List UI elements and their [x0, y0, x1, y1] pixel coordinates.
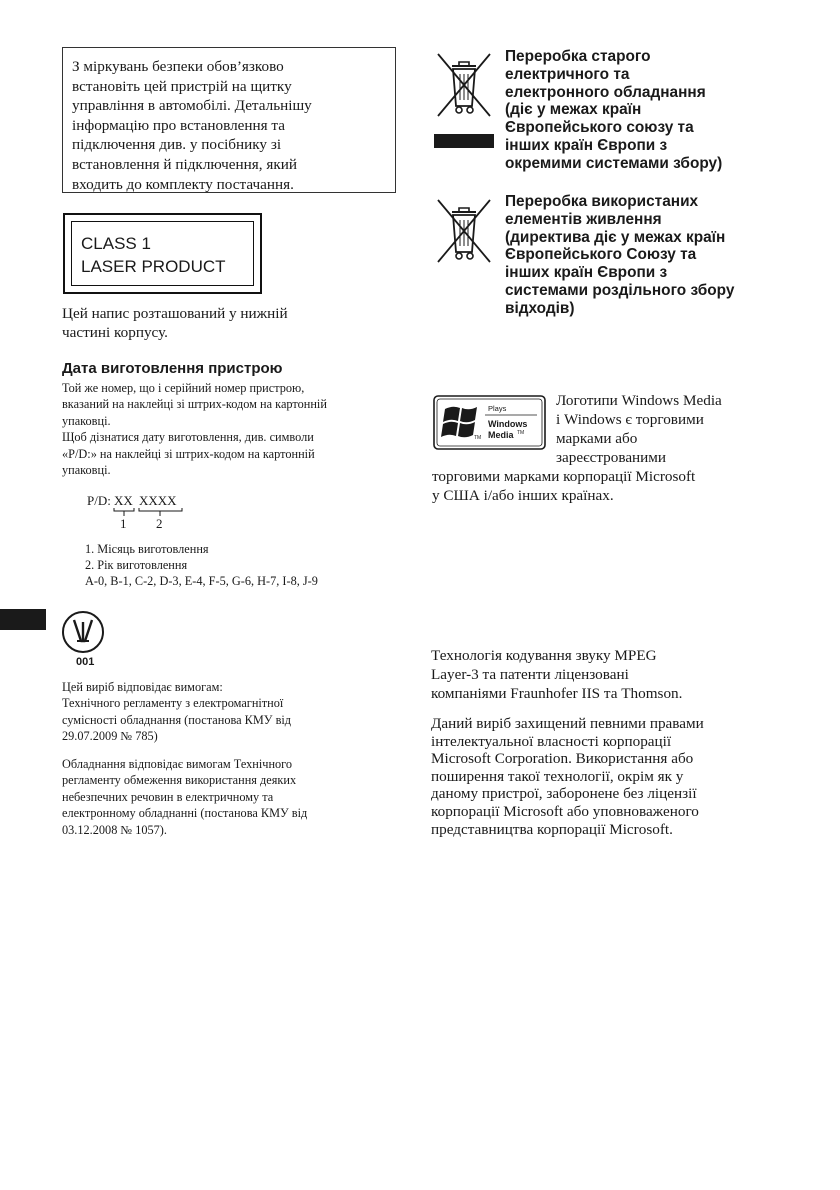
- ms-line: поширення такої технології, окрім як у: [431, 767, 684, 785]
- safety-notice-box: [62, 47, 396, 193]
- plays-windows-media-logo: [433, 395, 546, 450]
- weee-batteries-text: [505, 193, 765, 318]
- safety-line: встановлення й підключення, який: [72, 155, 297, 173]
- weee-line: інших країн Європи з: [505, 264, 668, 282]
- legend-line: 1. Місяць виготовлення: [85, 542, 209, 556]
- ms-line: представництва корпорації Microsoft.: [431, 820, 673, 838]
- wm-line: зареєстрованими: [556, 449, 667, 466]
- wm-line: торговими марками корпорації Microsoft: [432, 468, 696, 485]
- weee-line: Переробка старого: [505, 48, 651, 65]
- weee-line: відходів): [505, 299, 575, 317]
- logo-plays-text: Plays: [488, 404, 507, 413]
- pd-code-part2: XXXX: [139, 493, 177, 508]
- date-line: «P/D:» на наклейці зі штрих-кодом на картонній: [62, 446, 315, 461]
- mpeg-license-text: [431, 646, 761, 703]
- crossed-out-wheeled-bin-icon: [434, 50, 490, 116]
- ms-line: Microsoft Corporation. Використання або: [431, 750, 694, 768]
- cert-line: небезпечних речовин в електричному та: [62, 789, 274, 804]
- weee-line: Переробка використаних: [505, 193, 699, 210]
- caption-line: частині корпусу.: [62, 324, 168, 341]
- manufacture-date-heading: Дата виготовлення пристрою: [62, 360, 283, 377]
- weee-line: електричного та: [505, 65, 630, 83]
- mpeg-line: Layer-3 та патенти ліцензовані: [431, 666, 629, 683]
- ms-line: Даний виріб захищений певними правами: [431, 715, 704, 732]
- wm-line: Логотипи Windows Media: [556, 392, 722, 409]
- pd-prefix: P/D:: [87, 493, 111, 508]
- legend-line: A-0, B-1, C-2, D-3, E-4, F-5, G-6, H-7, I-8, J-9: [85, 574, 318, 588]
- ms-line: даному пристрої, заборонене без ліцензії: [431, 785, 697, 803]
- cert-line: Обладнання відповідає вимогам Технічного: [62, 757, 293, 771]
- conformity-number: 001: [76, 656, 95, 668]
- wm-line: у США і/або інших країнах.: [432, 487, 614, 504]
- laser-label-inner: [71, 221, 254, 286]
- cert-line: регламенту обмеження використання деяких: [62, 773, 297, 788]
- weee-line: електронного обладнання: [505, 83, 706, 101]
- mpeg-line: компаніями Fraunhofer IIS та Thomson.: [431, 685, 683, 702]
- safety-line: входить до комплекту постачання.: [72, 175, 294, 193]
- windows-flag-icon: [441, 407, 477, 438]
- safety-line: З міркувань безпеки обов’язково: [72, 58, 284, 75]
- cert-line: Технічного регламенту з електромагнітної: [62, 696, 284, 711]
- weee-line: системами роздільного збору: [505, 281, 735, 299]
- microsoft-ip-text: [431, 715, 771, 838]
- certification-text-1: [62, 679, 382, 745]
- page-side-tab: [0, 609, 46, 630]
- logo-flag-tm: TM: [474, 435, 482, 441]
- cert-line: 29.07.2009 № 785): [62, 729, 158, 744]
- date-line: Той же номер, що і серійний номер пристрою,: [62, 381, 305, 395]
- cert-line: Цей виріб відповідає вимогам:: [62, 680, 223, 694]
- mpeg-line: Технологія кодування звуку MPEG: [431, 647, 657, 664]
- safety-line: встановіть цей пристрій на щитку: [72, 77, 292, 95]
- weee-line: інших країн Європи з: [505, 136, 668, 154]
- ms-line: корпорації Microsoft або уповноваженого: [431, 802, 699, 820]
- weee-line: (діє у межах країн: [505, 101, 642, 119]
- weee-line: елементів живлення: [505, 210, 662, 228]
- pd-code-part1: XX: [114, 493, 133, 508]
- safety-line: підключення див. у посібнику зі: [72, 136, 282, 154]
- logo-media-tm: TM: [517, 430, 525, 436]
- cert-line: 03.12.2008 № 1057).: [62, 822, 167, 837]
- safety-line: інформацію про встановлення та: [72, 116, 285, 134]
- laser-caption: [62, 304, 392, 342]
- wm-line: і Windows є торговими: [556, 411, 704, 428]
- laser-label-line2: LASER PRODUCT: [81, 257, 226, 276]
- laser-label-line1: CLASS 1: [81, 234, 151, 253]
- weee-line: окремими системами збору): [505, 154, 723, 172]
- date-line: упаковці.: [62, 463, 111, 478]
- safety-line: управління в автомобілі. Детальнішу: [72, 97, 312, 115]
- logo-media-text: Media: [488, 430, 514, 440]
- pd-marker-2: 2: [156, 516, 163, 531]
- date-line: Щоб дізнатися дату виготовлення, див. символи: [62, 430, 314, 445]
- date-line: упаковці.: [62, 413, 111, 428]
- ukrainian-conformity-mark: [60, 608, 112, 672]
- pd-legend: [85, 541, 385, 589]
- laser-class-label: [63, 213, 262, 294]
- caption-line: Цей напис розташований у нижній: [62, 305, 288, 322]
- weee-line: Європейського союзу та: [505, 119, 694, 137]
- cert-line: електронному обладнанні (постанова КМУ від: [62, 806, 308, 821]
- manufacture-date-text: [62, 380, 392, 478]
- ms-line: інтелектуальної власності корпорації: [431, 732, 672, 750]
- weee-line: Європейського Союзу та: [505, 246, 697, 264]
- weee-date-bar: [434, 134, 494, 148]
- certification-text-2: [62, 756, 382, 838]
- windows-media-trademark-text: [556, 391, 766, 467]
- weee-equipment-text: [505, 48, 765, 173]
- cert-line: сумісності обладнання (постанова КМУ від: [62, 712, 292, 727]
- conformity-trident-icon: [60, 608, 112, 658]
- crossed-out-wheeled-bin-icon: [434, 196, 490, 262]
- windows-media-trademark-text-cont: [432, 467, 772, 505]
- date-line: вказаний на наклейці зі штрих-кодом на картонній: [62, 397, 327, 412]
- weee-line: (директива діє у межах країн: [505, 228, 726, 246]
- wm-line: марками або: [556, 430, 638, 447]
- legend-line: 2. Рік виготовлення: [85, 558, 188, 572]
- pd-marker-1: 1: [120, 516, 127, 531]
- pd-code-diagram: [87, 493, 227, 533]
- logo-windows-text: Windows: [488, 419, 528, 429]
